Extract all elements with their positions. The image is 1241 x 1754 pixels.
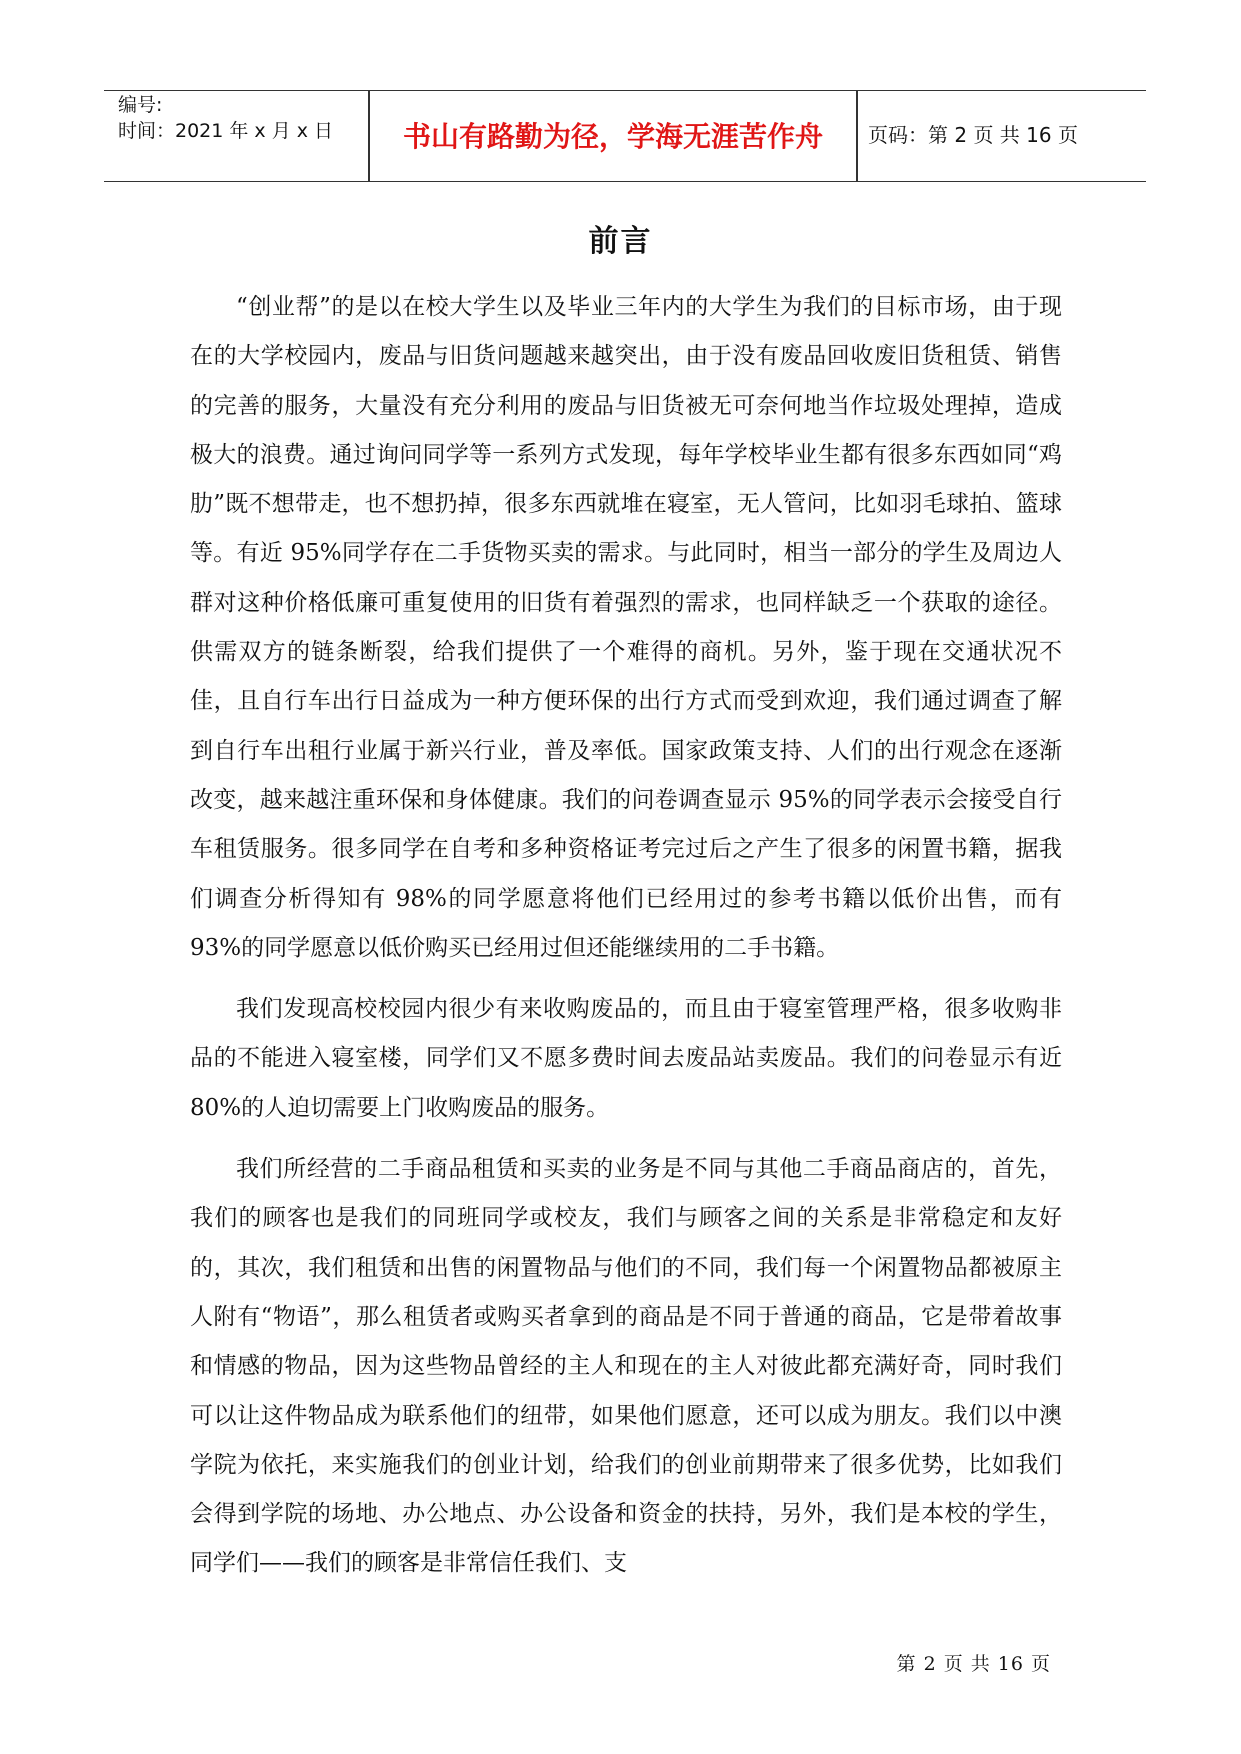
page-footer: 第 2 页 共 16 页 — [896, 1653, 1051, 1675]
header-page-number: 页码：第 2 页 共 16 页 — [868, 123, 1078, 147]
body-paragraph-3: 我们所经营的二手商品租赁和买卖的业务是不同与其他二手商品商店的，首先，我们的顾客也是我们的同班同学或校友，我们与顾客之间的关系是非常稳定和友好的，其次，我们租赁和出售的闲置物品与他们的不同，我们每一个闲置物品都被原主人附有“物语”，那么租赁者或购买者拿到的商品是不同于普通的商品，它是带着故事和情感的物品，因为这些物品曾经的主人和现在的主人对彼此都充满好奇，同时我们可以让这件物品成为联系他们的纽带，如果他们愿意，还可以成为朋友。我们以中澳学院为依托，来实施我们的创业计划，给我们的创业前期带来了很多优势，比如我们会得到学院的场地、办公地点、办公设备和资金的扶持，另外，我们是本校的学生，同学们——我们的顾客是非常信任我们、支 — [190, 1156, 1062, 1577]
document-body — [190, 283, 1062, 1589]
body-paragraph-2: 我们发现高校校园内很少有来收购废品的，而且由于寝室管理严格，很多收购非品的不能进入寝室楼，同学们又不愿多费时间去废品站卖废品。我们的问卷显示有近 80%的人迫切需要上门收购废品的服务。 — [190, 996, 1062, 1121]
body-paragraph-1: “创业帮”的是以在校大学生以及毕业三年内的大学生为我们的目标市场，由于现在的大学校园内，废品与旧货问题越来越突出，由于没有废品回收废旧货租赁、销售的完善的服务，大量没有充分利用的废品与旧货被无可奈何地当作垃圾处理掉，造成极大的浪费。通过询问同学等一系列方式发现，每年学校毕业生都有很多东西如同“鸡肋”既不想带走，也不想扔掉，很多东西就堆在寝室，无人管问，比如羽毛球拍、篮球等。有近 95%同学存在二手货物买卖的需求。与此同时，相当一部分的学生及周边人群对这种价格低廉可重复使用的旧货有着强烈的需求，也同样缺乏一个获取的途径。供需双方的链条断裂，给我们提供了一个难得的商机。另外，鉴于现在交通状况不佳，且自行车出行日益成为一种方便环保的出行方式而受到欢迎，我们通过调查了解到自行车出租行业属于新兴行业，普及率低。国家政策支持、人们的出行观念在逐渐改变，越来越注重环保和身体健康。我们的问卷调查显示 95%的同学表示会接受自行车租赁服务。很多同学在自考和多种资格证考完过后之产生了很多的闲置书籍，据我们调查分析得知有 98%的同学愿意将他们已经用过的参考书籍以低价出售，而有 93%的同学愿意以低价购买已经用过但还能继续用的二手书籍。 — [190, 294, 1062, 961]
header-motto: 书山有路勤为径，学海无涯苦作舟 — [402, 120, 823, 153]
header-divider-right — [856, 91, 858, 181]
document-time-label: 时间：2021 年 x 月 x 日 — [118, 120, 334, 142]
page-header — [104, 90, 1146, 182]
document-title: 前言 — [588, 224, 653, 259]
document-number-label: 编号: — [118, 94, 163, 116]
